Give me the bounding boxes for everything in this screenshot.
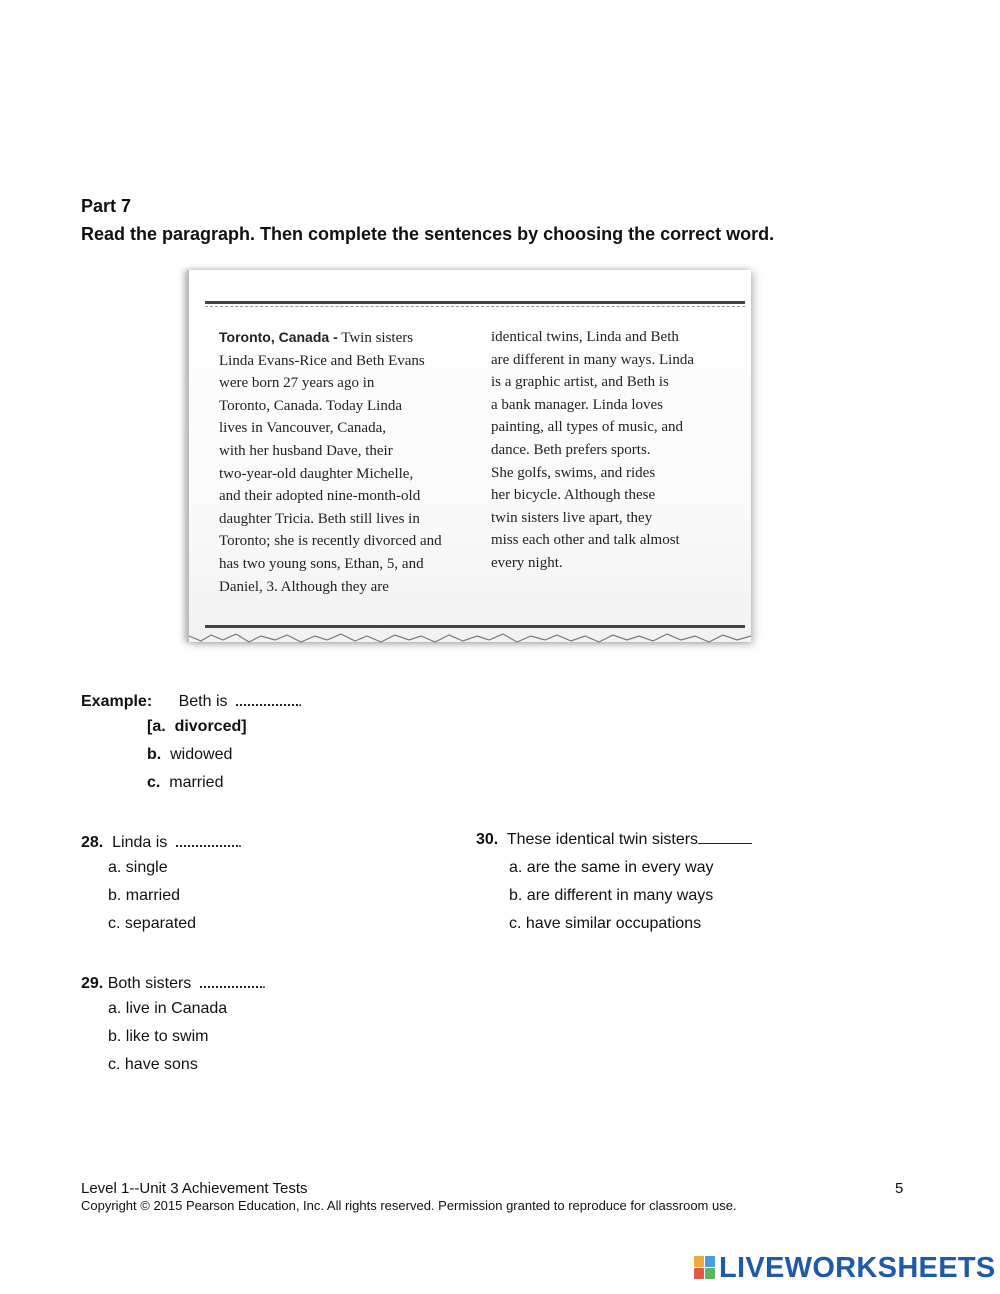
question-29-option-b[interactable]: b. like to swim [108, 1028, 209, 1045]
example-option-a-text: divorced] [174, 718, 247, 735]
example-tail: . [297, 693, 303, 710]
clipping-top-dashed-rule [205, 306, 745, 307]
question-30-number: 30. [476, 831, 499, 848]
question-28-text: Linda is [112, 834, 168, 851]
newspaper-clipping [187, 270, 751, 642]
part-title: Part 7 [81, 196, 132, 216]
article-dateline: Toronto, Canada - [219, 329, 338, 345]
example-option-a [147, 718, 247, 736]
article-first-line: Twin sisters [337, 330, 414, 346]
footer-title: Level 1--Unit 3 Achievement Tests [81, 1180, 308, 1197]
example-label: Example: [81, 693, 153, 710]
question-28-option-c[interactable]: c. separated [108, 915, 197, 932]
question-29-tail: . [261, 975, 267, 992]
liveworksheets-logo-icon [694, 1256, 716, 1280]
question-29-blank[interactable] [200, 972, 262, 988]
question-29-text: Both sisters [107, 975, 192, 992]
question-29-option-c[interactable]: c. have sons [108, 1056, 198, 1073]
instruction-text: Read the paragraph. Then complete the sentences by choosing the correct word. [81, 224, 775, 244]
clipping-top-rule [205, 301, 745, 304]
liveworksheets-logo-text: LIVEWORKSHEETS [719, 1251, 996, 1284]
article-left-text: Linda Evans-Rice and Beth Evans were born 27 years ago in Toronto, Canada. Today Linda lives in Vancouver, Canada, with her husband Dave, their two-year-old daughter Michelle, and their adopted nine-month-old daughter Tricia. Beth still lives in Toronto; she is recently divorced and has two young sons, Ethan, 5, and Daniel, 3. Although they are [219, 352, 442, 595]
article-left-column [219, 326, 481, 598]
question-28-blank[interactable] [176, 831, 238, 847]
article-right-text: identical twins, Linda and Beth are different in many ways. Linda is a graphic artist, and Beth is a bank manager. Linda loves painting, all types of music, and dance. Beth prefers sports. She golfs, swims, and rides her bicycle. Although these twin sisters live apart, they miss each other and talk almost every night. [491, 329, 694, 571]
question-30-text: These identical twin sisters [506, 831, 699, 848]
example-option-b-letter: b. [147, 746, 162, 763]
question-28-tail: . [237, 834, 243, 851]
question-28-option-a[interactable]: a. single [108, 859, 168, 876]
question-29-option-a[interactable]: a. live in Canada [108, 1000, 228, 1017]
liveworksheets-logo [694, 1253, 996, 1283]
example-option-c-letter: c. [147, 774, 161, 791]
footer-copyright: Copyright © 2015 Pearson Education, Inc. All rights reserved. Permission granted to reproduce for classroom use. [81, 1198, 737, 1213]
example-option-b [147, 746, 232, 764]
example-stem-row [81, 690, 302, 711]
example-stem: Beth is [178, 693, 228, 710]
question-28-stem [81, 831, 242, 852]
example-blank [236, 690, 298, 706]
example-option-a-letter: [a. [147, 718, 166, 735]
question-30-option-c[interactable]: c. have similar occupations [509, 915, 702, 932]
question-30-blank[interactable] [698, 831, 752, 844]
example-option-c-text: married [169, 774, 224, 791]
question-28-option-b[interactable]: b. married [108, 887, 181, 904]
question-29-stem [81, 972, 266, 993]
question-29-number: 29. [81, 975, 104, 992]
question-30-stem [476, 831, 752, 849]
page-number: 5 [895, 1180, 904, 1197]
question-30-option-a[interactable]: a. are the same in every way [509, 859, 714, 876]
question-28-number: 28. [81, 834, 104, 851]
article-right-column [491, 326, 753, 575]
clipping-torn-edge [189, 632, 751, 646]
clipping-bottom-rule [205, 625, 745, 628]
question-30-option-b[interactable]: b. are different in many ways [509, 887, 714, 904]
example-option-b-text: widowed [170, 746, 233, 763]
example-option-c [147, 774, 223, 792]
